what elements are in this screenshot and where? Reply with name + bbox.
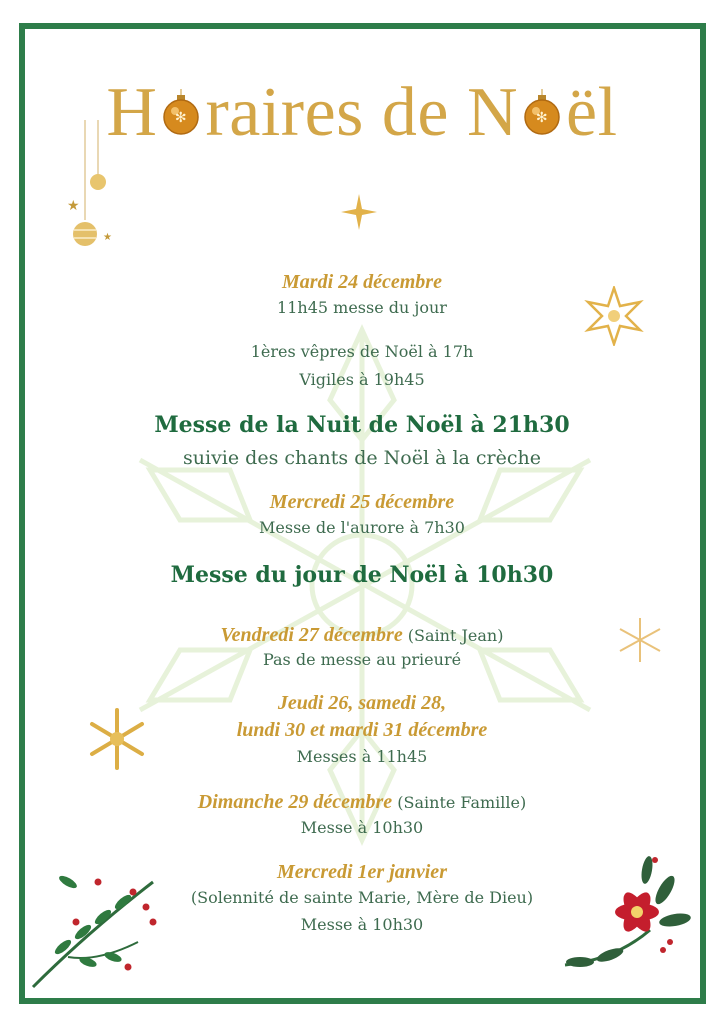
ornament-icon xyxy=(518,80,566,128)
highlight-mass: Messe du jour de Noël à 10h30 xyxy=(170,562,554,588)
date-heading: Mercredi 1er janvier xyxy=(277,861,447,883)
svg-text:★: ★ xyxy=(67,198,80,214)
title-prefix: H xyxy=(106,74,158,151)
svg-text:✻: ✻ xyxy=(535,111,549,126)
svg-text:★: ★ xyxy=(103,232,112,243)
schedule-item: Vigiles à 19h45 xyxy=(299,370,425,389)
date-heading: Mardi 24 décembre xyxy=(282,271,442,293)
date-heading-line xyxy=(0,792,724,812)
feast-note: (Saint Jean) xyxy=(402,626,504,645)
title-suffix: ël xyxy=(566,74,618,151)
schedule-item: (Solennité de sainte Marie, Mère de Dieu) xyxy=(190,888,534,907)
date-heading: Dimanche 29 décembre xyxy=(197,791,393,813)
schedule-item: Messe à 10h30 xyxy=(300,915,424,934)
hanging-ornaments-icon xyxy=(65,120,125,250)
ornament-icon xyxy=(157,80,205,128)
highlight-mass: Messe de la Nuit de Noël à 21h30 xyxy=(154,412,570,438)
title-middle: raires de N xyxy=(205,74,519,151)
schedule-item: suivie des chants de Noël à la crèche xyxy=(183,447,541,469)
schedule-item: Messe de l'aurore à 7h30 xyxy=(259,518,465,537)
date-heading-line xyxy=(0,625,724,645)
feast-note: (Sainte Famille) xyxy=(392,793,527,812)
schedule-item: Messes à 11h45 xyxy=(296,747,428,766)
date-heading: lundi 30 et mardi 31 décembre xyxy=(236,719,488,741)
star-icon xyxy=(339,192,379,232)
schedule-item: 11h45 messe du jour xyxy=(277,298,447,317)
date-heading: Mercredi 25 décembre xyxy=(269,491,455,513)
date-heading: Jeudi 26, samedi 28, xyxy=(277,692,447,714)
snowflake-icon xyxy=(584,286,644,346)
date-heading: Vendredi 27 décembre xyxy=(220,624,403,646)
schedule-item: Pas de messe au prieuré xyxy=(262,650,462,669)
svg-text:✻: ✻ xyxy=(175,111,188,126)
schedule-item: 1ères vêpres de Noël à 17h xyxy=(250,342,474,361)
schedule-item: Messe à 10h30 xyxy=(300,818,424,837)
